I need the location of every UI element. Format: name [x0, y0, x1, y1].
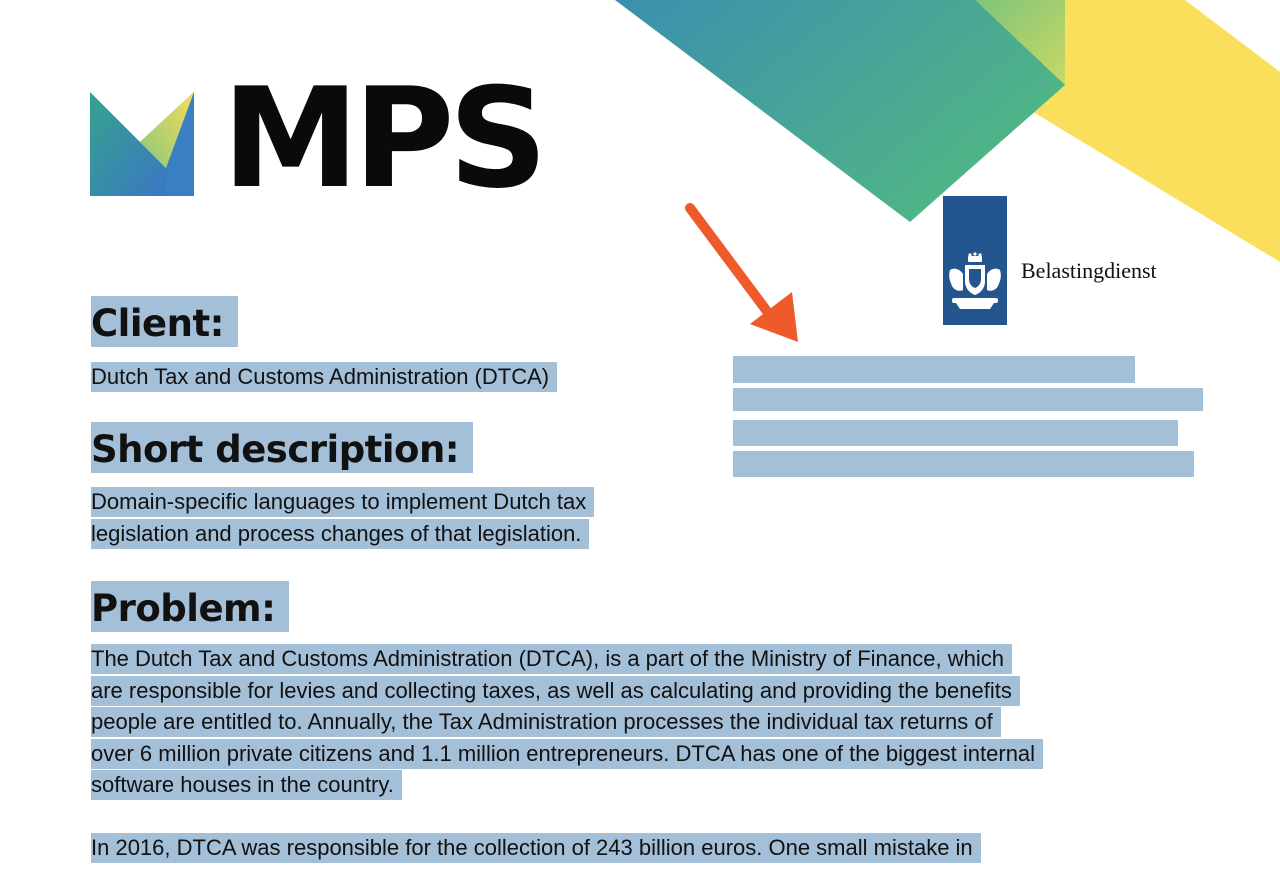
short-description-text: Domain-specific languages to implement Dutch tax legislation and process changes of that legislation. — [91, 486, 594, 549]
arrow-annotation-icon — [680, 200, 810, 350]
selection-highlight-block — [733, 420, 1178, 446]
selection-highlight-block — [733, 451, 1194, 477]
selection-highlight-block — [733, 388, 1203, 411]
problem-heading: Problem: — [91, 588, 289, 631]
royal-crest-icon — [946, 252, 1004, 312]
short-description-heading: Short description: — [91, 429, 473, 472]
teal-banner-shape — [615, 0, 1065, 222]
mps-logo-mark-icon — [90, 92, 194, 196]
belastingdienst-logo-text: Belastingdienst — [1021, 258, 1157, 283]
yellow-banner-stripe — [1030, 0, 1280, 262]
mps-logo-text: MPS — [222, 58, 542, 219]
problem-paragraph-2: In 2016, DTCA was responsible for the collection of 243 billion euros. One small mistake in — [91, 832, 981, 864]
client-name: Dutch Tax and Customs Administration (DTCA) — [91, 361, 557, 393]
problem-paragraph: The Dutch Tax and Customs Administration (DTCA), is a part of the Ministry of Finance, which are responsible for levies and collecting taxes, as well as calculating and providing the benefits people are entitled to. Annually, the Tax Administration processes the individual tax returns of over 6 million private citizens and 1.1 million entrepreneurs. DTCA has one of the biggest internal software houses in the country. — [91, 643, 1043, 801]
client-heading: Client: — [91, 303, 238, 346]
selection-highlight-block — [733, 356, 1135, 383]
